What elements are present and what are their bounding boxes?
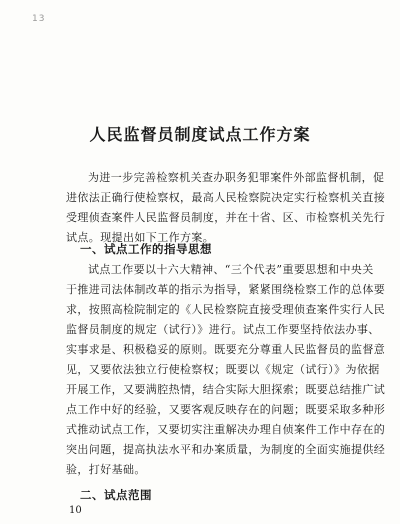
paragraph-line: 试点工作要以十六大精神、“三个代表”重要思想和中央关 xyxy=(88,263,374,276)
intro-paragraph xyxy=(66,168,386,248)
paragraph-line: 受理侦查案件人民监督员制度，并在十省、区、市检察机关先行 xyxy=(66,211,386,224)
guiding-principles-paragraph xyxy=(66,260,386,480)
paragraph-line: 见，又要依法独立行使检察权；既要以《规定（试行）》为依据 xyxy=(66,363,380,376)
paragraph-line: 求，按照高检院制定的《人民检察院直接受理侦查案件实行人民 xyxy=(66,303,386,316)
paragraph-line: 试点。现提出如下工作方案。 xyxy=(66,231,215,244)
paragraph-line: 式推动试点工作，又要切实注重解决办理自侦案件工作中存在的 xyxy=(66,423,386,436)
paragraph-line: 开展工作，又要满腔热情，结合实际大胆探索；既要总结推广试 xyxy=(66,383,386,396)
paragraph-line: 进依法正确行使检察权，最高人民检察院决定实行检察机关直接 xyxy=(66,191,386,204)
section-heading-1: 一、试点工作的指导思想 xyxy=(80,242,212,256)
page-number: 10 xyxy=(69,505,82,516)
paragraph-line: 为进一步完善检察机关查办职务犯罪案件外部监督机制，促 xyxy=(88,171,385,184)
section-heading-2: 二、试点范围 xyxy=(80,488,152,502)
paragraph-line: 于推进司法体制改革的指示为指导，紧紧围绕检察工作的总体要 xyxy=(66,283,386,296)
paragraph-line: 验，打好基础。 xyxy=(66,463,146,476)
paragraph-line: 点工作中好的经验，又要客观反映存在的问题；既要采取多种形 xyxy=(66,403,386,416)
document-title: 人民监督员制度试点工作方案 xyxy=(89,125,311,144)
paragraph-line: 突出问题，提高执法水平和办案质量，为制度的全面实施提供经 xyxy=(66,443,386,456)
paragraph-line: 实事求是、积极稳妥的原则。既要充分尊重人民监督员的监督意 xyxy=(66,343,386,356)
corner-mark: 13 xyxy=(32,14,46,24)
paragraph-line: 监督员制度的规定（试行）》进行。试点工作要坚持依法办事、 xyxy=(66,323,380,336)
